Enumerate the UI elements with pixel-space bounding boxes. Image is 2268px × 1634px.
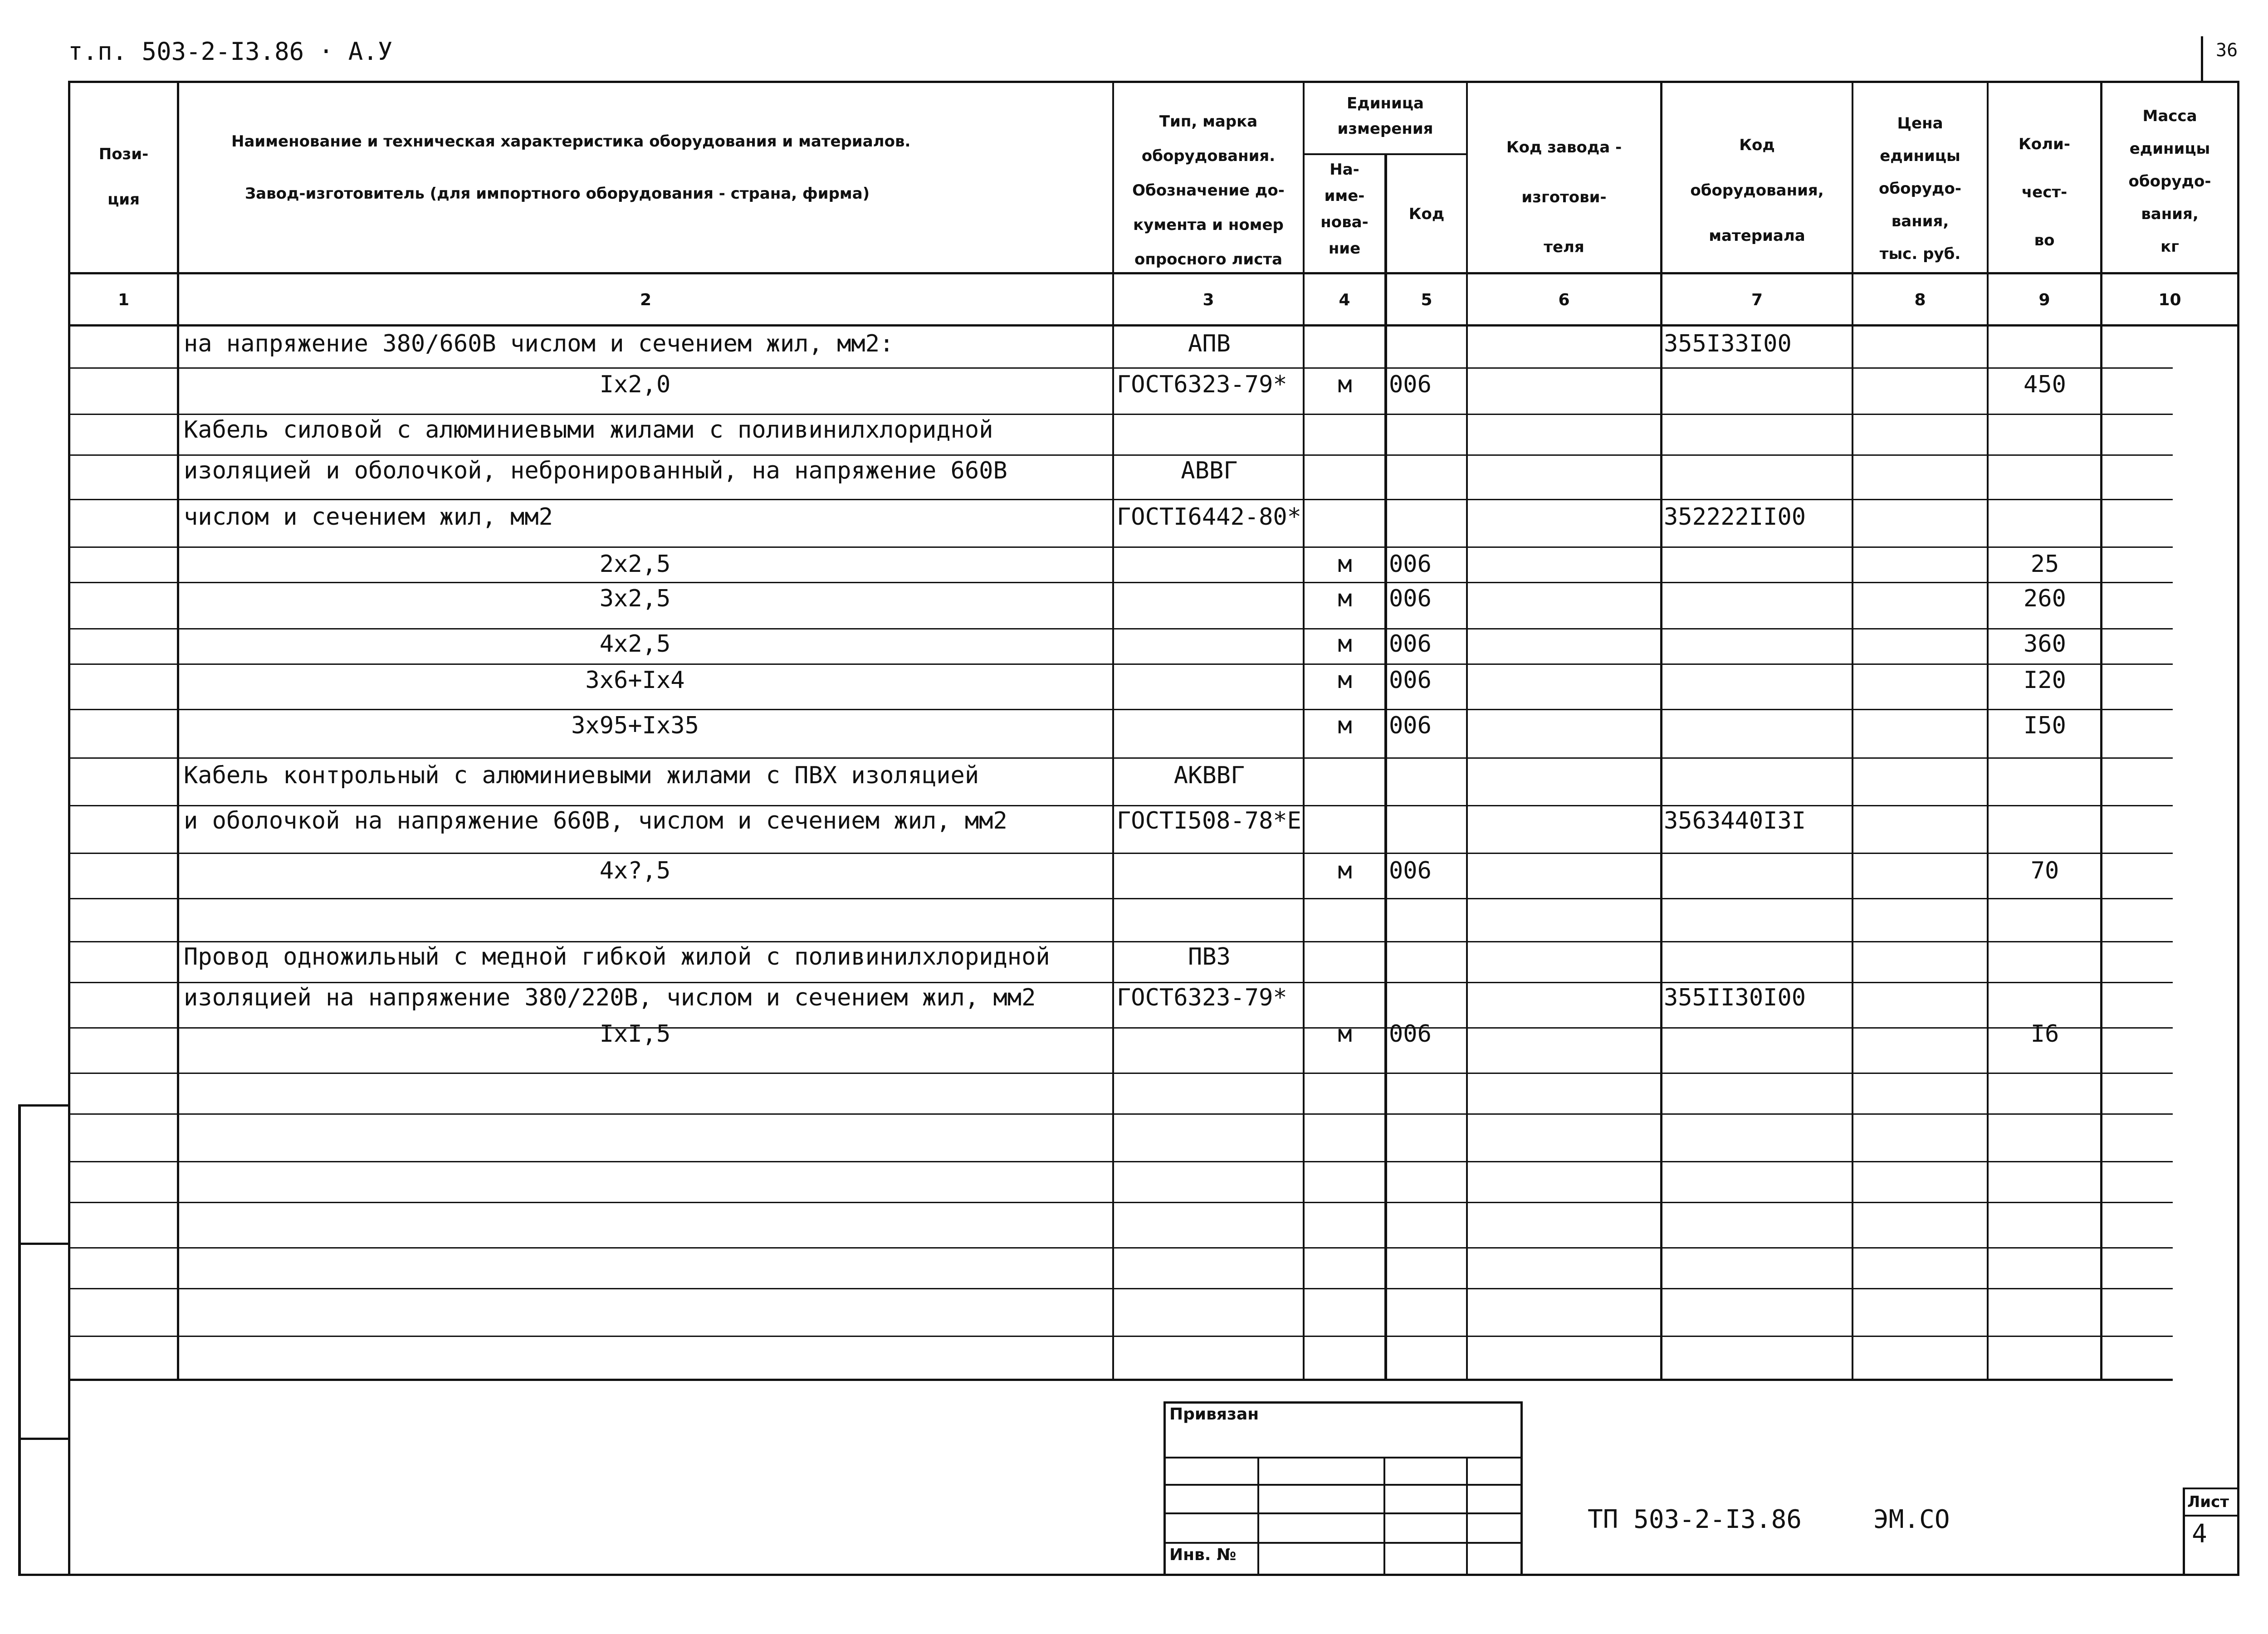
page-number-divider [2201,36,2203,82]
row-quantity: I20 [2024,667,2066,694]
row-type: АВВГ [1181,457,1238,484]
row-separator [68,582,2173,583]
row-unit-code: 006 [1389,585,1432,612]
row-quantity: 70 [2030,857,2059,884]
row-type: ПВЗ [1188,943,1231,971]
header-unit: Единица измерения [1337,94,1433,138]
row-unit-code: 006 [1389,857,1432,884]
row-material-code: 355II30I00 [1664,984,1806,1011]
row-type: ГОСТI6442-80* [1117,503,1301,531]
row-separator [68,805,2173,806]
row-name: Кабель контрольный с алюминиевыми жилами с ПВХ изоляцией [184,762,979,789]
attached-label: Привязан [1169,1405,1259,1424]
row-unit-code: 006 [1389,667,1432,694]
row-quantity: 360 [2024,630,2066,658]
column-number-4: 4 [1339,291,1350,309]
column-number-5: 5 [1421,291,1432,309]
column-number-7: 7 [1751,291,1763,309]
row-separator [68,941,2173,942]
header-price: Цена единицы оборудо- вания, тыс. руб. [1879,114,1961,263]
row-name: изоляцией на напряжение 380/220В, числом и сечением жил, мм2 [184,984,1036,1011]
row-name: 3х95+Iх35 [571,712,699,739]
row-separator [68,757,2173,759]
row-unit-code: 006 [1389,551,1432,578]
header-name-line2: Завод-изготовитель (для импортного оборудования - страна, фирма) [245,185,870,203]
row-unit-code: 006 [1389,630,1432,658]
column-number-6: 6 [1558,291,1570,309]
row-separator [68,1161,2173,1162]
row-separator [68,982,2173,983]
row-name: изоляцией и оболочкой, небронированный, на напряжение 660В [184,457,1007,484]
section-code: ЭМ.СО [1873,1505,1950,1534]
header-mass: Масса единицы оборудо- вания, кг [2128,107,2211,256]
row-name: на напряжение 380/660В числом и сечением жил, мм2: [184,330,894,357]
row-separator [68,546,2173,548]
row-quantity: I50 [2024,712,2066,739]
row-name: 3х2,5 [599,585,671,612]
row-quantity: 260 [2024,585,2066,612]
row-unit: м [1338,371,1352,398]
row-material-code: 355I33I00 [1664,330,1792,357]
row-separator [68,1336,2173,1337]
row-separator [68,1202,2173,1203]
sheet-box-border [2183,1488,2185,1576]
header-unit-code: Код [1408,205,1445,223]
row-separator [68,454,2173,456]
row-separator [68,1113,2173,1115]
row-separator [68,709,2173,710]
column-number-8: 8 [1914,291,1926,309]
row-separator [68,367,2173,369]
row-name: 4х?,5 [599,857,671,884]
row-material-code: 352222II00 [1664,503,1806,531]
row-separator [68,853,2173,854]
row-separator [68,663,2173,665]
row-separator [68,499,2173,500]
header-material-code: Код оборудования, материала [1690,136,1824,245]
row-material-code: 3563440I3I [1664,807,1806,834]
row-unit: м [1338,630,1352,658]
header-unit-name: На- име- нова- ние [1320,161,1369,258]
row-type: ГОСТ6323-79* [1117,371,1287,398]
row-separator [68,628,2173,629]
row-separator [68,1288,2173,1289]
row-type: АПВ [1188,330,1231,357]
page-number: 36 [2216,40,2238,61]
row-separator [68,1027,2173,1029]
row-name: числом и сечением жил, мм2 [184,503,553,531]
row-separator [68,414,2173,415]
column-number-9: 9 [2038,291,2050,309]
row-unit-code: 006 [1389,1020,1432,1048]
row-name: Кабель силовой с алюминиевыми жилами с поливинилхлоридной [184,416,993,444]
row-quantity: 450 [2024,371,2066,398]
document-code: ТП 503-2-I3.86 [1588,1505,1802,1534]
sheet-label: Лист [2187,1493,2229,1511]
row-separator [68,1247,2173,1249]
row-name: и оболочкой на напряжение 660В, числом и сечением жил, мм2 [184,807,1007,834]
bottom-border [18,1574,2239,1576]
column-number-1: 1 [117,291,130,309]
row-type: АКВВГ [1173,762,1245,789]
row-separator [68,898,2173,899]
row-unit-code: 006 [1389,371,1432,398]
row-unit: м [1338,667,1352,694]
row-name: Iх2,0 [599,371,671,398]
header-factory-code: Код завода - изготови- теля [1506,138,1622,256]
row-unit: м [1338,551,1352,578]
sheet-number: 4 [2192,1519,2207,1549]
row-unit: м [1338,1020,1352,1048]
row-quantity: 25 [2030,551,2059,578]
side-stamp-left-border [18,1104,21,1576]
column-number-10: 10 [2158,291,2181,309]
header-name-line1: Наименование и техническая характеристика оборудования и материалов. [231,132,911,151]
row-type: ГОСТI508-78*Е [1117,807,1301,834]
row-name: 4х2,5 [599,630,671,658]
row-name: 3х6+Iх4 [585,667,685,694]
row-separator [68,1073,2173,1074]
row-unit: м [1338,712,1352,739]
header-type: Тип, марка оборудования. Обозначение до- кумента и номер опросного листа [1132,112,1285,268]
row-name: IхI,5 [599,1020,671,1048]
row-unit: м [1338,585,1352,612]
row-unit-code: 006 [1389,712,1432,739]
document-reference: т.п. 503-2-I3.86 · А.У [68,37,393,66]
row-name: 2х2,5 [599,551,671,578]
row-type: ГОСТ6323-79* [1117,984,1287,1011]
header-position: Пози- ция [98,145,149,209]
row-name: Провод одножильный с медной гибкой жилой с поливинилхлоридной [184,943,1050,971]
row-unit: м [1338,857,1352,884]
row-quantity: I6 [2030,1020,2059,1048]
column-number-2: 2 [640,291,652,309]
inventory-number-label: Инв. № [1169,1546,1237,1564]
header-quantity: Коли- чест- во [2019,135,2070,249]
column-number-3: 3 [1202,291,1214,309]
